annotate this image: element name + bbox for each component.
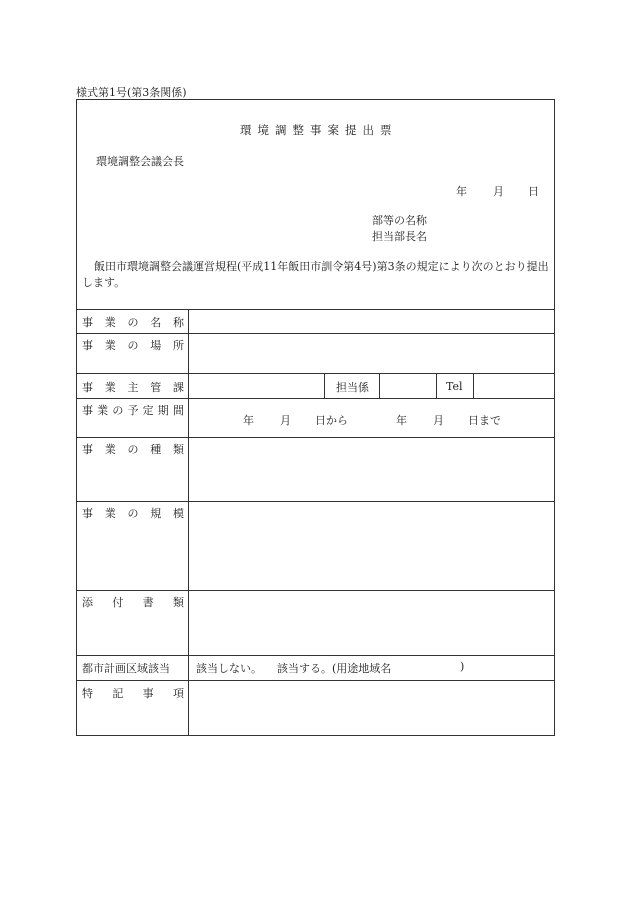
start-year: 年 xyxy=(243,414,254,427)
row-divider xyxy=(76,590,555,591)
label-kind: 事 業 の 種 類 xyxy=(82,443,184,456)
label-dept: 事 業 主 管 課 xyxy=(82,381,184,394)
end-year: 年 xyxy=(396,414,407,427)
row-divider xyxy=(76,309,555,310)
tel-label: Tel xyxy=(446,380,463,393)
row-divider xyxy=(76,398,555,399)
row-divider xyxy=(76,333,555,334)
row-divider xyxy=(76,501,555,502)
row-divider xyxy=(76,373,555,374)
addressee: 環境調整会議会長 xyxy=(96,155,184,168)
form-title: 環境調整事案提出票 xyxy=(240,123,398,137)
start-month: 月 xyxy=(280,414,291,427)
option-applicable: 該当する。(用途地域名 xyxy=(277,662,392,675)
sender-department: 部等の名称 xyxy=(372,214,427,227)
label-attachments: 添 付 書 類 xyxy=(82,596,184,609)
dept-divider xyxy=(324,373,325,398)
date-day: 日 xyxy=(528,185,539,198)
label-schedule: 事 業 の 予 定 期 間 xyxy=(82,404,184,417)
dept-divider xyxy=(473,373,474,398)
date-month: 月 xyxy=(493,185,504,198)
label-notes: 特 記 事 項 xyxy=(82,687,184,700)
sender-manager: 担当部長名 xyxy=(372,230,427,243)
end-month: 月 xyxy=(433,414,444,427)
dept-divider xyxy=(379,373,380,398)
body-text: 飯田市環境調整会議運営規程(平成11年飯田市訓令第4号)第3条の規定により次のとおり提出します。 xyxy=(82,260,549,289)
row-divider xyxy=(76,655,555,656)
end-day: 日まで xyxy=(468,414,501,427)
start-day: 日から xyxy=(315,414,348,427)
option-not-applicable: 該当しない。 xyxy=(196,662,262,675)
row-divider xyxy=(76,680,555,681)
form-number: 様式第1号(第3条関係) xyxy=(76,86,187,99)
label-scale: 事 業 の 規 模 xyxy=(82,507,184,520)
row-divider xyxy=(76,437,555,438)
label-project-place: 事 業 の 場 所 xyxy=(82,339,184,352)
label-column-divider xyxy=(188,309,189,736)
staff-label: 担当係 xyxy=(336,381,369,394)
close-paren: ) xyxy=(460,660,465,673)
date-year: 年 xyxy=(456,185,467,198)
label-project-name: 事 業 の 名 称 xyxy=(82,316,184,329)
dept-divider xyxy=(436,373,437,398)
label-planning-area: 都市計画区域該当 xyxy=(82,662,170,675)
